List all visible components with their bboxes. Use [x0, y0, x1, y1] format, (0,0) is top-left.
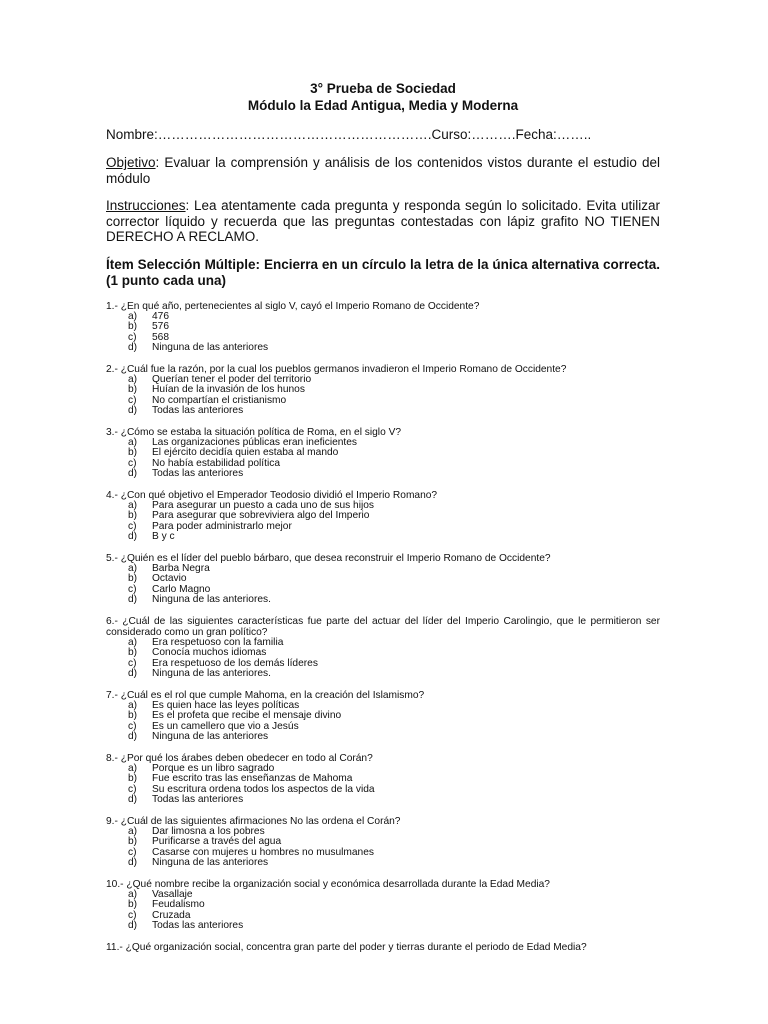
- option-text: 576: [152, 321, 169, 332]
- option-text: Dar limosna a los pobres: [152, 825, 265, 837]
- option-letter: b): [128, 447, 138, 458]
- instructions-paragraph: [106, 198, 660, 245]
- question-item: [106, 364, 660, 417]
- option-text: Es el profeta que recibe el mensaje divino: [152, 710, 342, 721]
- instructions-label: Instrucciones: [106, 198, 186, 213]
- option-letter: a): [128, 436, 138, 448]
- answer-option: [106, 711, 660, 722]
- question-text: 9.- ¿Cuál de las siguientes afirmaciones No las ordena el Corán?: [106, 815, 401, 827]
- exam-title-line-2: Módulo la Edad Antigua, Media y Moderna: [247, 98, 519, 113]
- option-text: No había estabilidad política: [152, 457, 280, 469]
- option-text: Feudalismo: [152, 899, 205, 910]
- option-letter: c): [128, 909, 137, 921]
- option-letter: c): [128, 331, 137, 343]
- question-text: 5.- ¿Quién es el líder del pueblo bárbaro, que desea reconstruir el Imperio Romano de Occidente?: [106, 552, 551, 564]
- exam-title-line-1: 3° Prueba de Sociedad: [310, 81, 456, 96]
- option-letter: c): [128, 846, 137, 858]
- option-text: Ninguna de las anteriores: [152, 731, 269, 742]
- option-letter: b): [128, 710, 138, 721]
- option-text: 568: [152, 331, 169, 343]
- option-text: El ejército decidía quien estaba al mando: [152, 447, 339, 458]
- option-letter: d): [128, 405, 138, 416]
- section-title: Ítem Selección Múltiple: Encierra en un círculo la letra de la única alternativa correcta. (1 punto cada una): [106, 256, 660, 288]
- option-text: Porque es un libro sagrado: [152, 762, 275, 774]
- option-letter: a): [128, 699, 138, 711]
- option-text: Todas las anteriores: [152, 468, 244, 479]
- answer-option: [106, 732, 660, 743]
- option-letter: d): [128, 342, 138, 353]
- option-text: Barba Negra: [152, 562, 210, 574]
- question-text: 4.- ¿Con qué objetivo el Emperador Teodosio dividió el Imperio Romano?: [106, 489, 438, 501]
- option-text: Para asegurar un puesto a cada uno de sus hijos: [152, 499, 375, 511]
- question-item: [106, 616, 660, 680]
- option-letter: b): [128, 573, 138, 584]
- answer-option: [106, 669, 660, 680]
- option-letter: b): [128, 510, 138, 521]
- option-letter: c): [128, 783, 137, 795]
- option-letter: a): [128, 499, 138, 511]
- answer-option: [106, 574, 660, 585]
- option-text: Ninguna de las anteriores: [152, 342, 269, 353]
- question-text: 3.- ¿Cómo se estaba la situación política de Roma, en el siglo V?: [106, 426, 402, 438]
- exam-page: [106, 80, 660, 963]
- option-letter: c): [128, 657, 137, 669]
- answer-option: [106, 564, 660, 575]
- question-text: 2.- ¿Cuál fue la razón, por la cual los pueblos germanos invadieron el Imperio Romano de Occidente?: [106, 363, 567, 375]
- answer-option: [106, 343, 660, 354]
- question-item: [106, 879, 660, 932]
- option-letter: d): [128, 857, 138, 868]
- student-info-line: Nombre:…………………………………………………….Curso:……….Fecha:……..: [106, 127, 592, 142]
- option-letter: d): [128, 668, 138, 679]
- question-item: [106, 942, 660, 953]
- option-letter: d): [128, 794, 138, 805]
- option-letter: a): [128, 310, 138, 322]
- option-text: Casarse con mujeres u hombres no musulmanes: [152, 846, 374, 858]
- option-text: Huían de la invasión de los hunos: [152, 384, 305, 395]
- option-text: Era respetuoso con la familia: [152, 636, 284, 648]
- option-text: Ninguna de las anteriores: [152, 857, 269, 868]
- option-text: Su escritura ordena todos los aspectos de la vida: [152, 783, 375, 795]
- option-text: Ninguna de las anteriores.: [152, 594, 271, 605]
- option-text: Todas las anteriores: [152, 794, 244, 805]
- option-letter: a): [128, 762, 138, 774]
- answer-option: [106, 511, 660, 522]
- question-item: [106, 690, 660, 743]
- option-letter: b): [128, 836, 138, 847]
- option-letter: b): [128, 647, 138, 658]
- option-letter: b): [128, 899, 138, 910]
- option-text: Es quien hace las leyes políticas: [152, 699, 300, 711]
- option-text: Purificarse a través del agua: [152, 836, 282, 847]
- answer-option: [106, 532, 660, 543]
- option-text: Conocía muchos idiomas: [152, 647, 267, 658]
- answer-option: [106, 921, 660, 932]
- option-text: Todas las anteriores: [152, 405, 244, 416]
- option-letter: a): [128, 373, 138, 385]
- question-text: 8.- ¿Por qué los árabes deben obedecer en todo al Corán?: [106, 752, 373, 764]
- question-list: [106, 301, 660, 953]
- answer-option: [106, 795, 660, 806]
- option-letter: d): [128, 594, 138, 605]
- question-text: 11.- ¿Qué organización social, concentra gran parte del poder y tierras durante el periodo de Edad Media?: [106, 941, 587, 953]
- option-text: B y c: [152, 531, 175, 542]
- answer-option: [106, 469, 660, 480]
- objective-text: : Evaluar la comprensión y análisis de los contenidos vistos durante el estudio del módulo: [106, 155, 660, 186]
- question-text: 6.- ¿Cuál de las siguientes características fue parte del actuar del líder del Imperio Carolingio, que le permitieron ser considerado como un gran político?: [106, 615, 660, 638]
- answer-option: [106, 837, 660, 848]
- option-letter: a): [128, 636, 138, 648]
- question-text: 7.- ¿Cuál es el rol que cumple Mahoma, en la creación del Islamismo?: [106, 689, 425, 701]
- option-letter: c): [128, 457, 137, 469]
- option-text: Las organizaciones públicas eran ineficientes: [152, 436, 358, 448]
- option-text: Para asegurar que sobreviviera algo del Imperio: [152, 510, 370, 521]
- question-item: [106, 301, 660, 354]
- option-text: Para poder administrarlo mejor: [152, 520, 292, 532]
- exam-title: [106, 80, 660, 114]
- option-text: Ninguna de las anteriores.: [152, 668, 271, 679]
- question-item: [106, 427, 660, 480]
- option-letter: d): [128, 920, 138, 931]
- option-letter: a): [128, 562, 138, 574]
- option-letter: a): [128, 825, 138, 837]
- question-item: [106, 490, 660, 543]
- option-text: Carlo Magno: [152, 583, 211, 595]
- option-letter: a): [128, 888, 138, 900]
- question-item: [106, 553, 660, 606]
- option-letter: b): [128, 384, 138, 395]
- option-text: Querían tener el poder del territorio: [152, 373, 312, 385]
- answer-option: [106, 595, 660, 606]
- option-text: Fue escrito tras las enseñanzas de Mahoma: [152, 773, 353, 784]
- option-letter: c): [128, 583, 137, 595]
- answer-option: [106, 858, 660, 869]
- answer-option: [106, 385, 660, 396]
- option-text: No compartían el cristianismo: [152, 394, 287, 406]
- option-letter: c): [128, 720, 137, 732]
- option-letter: b): [128, 321, 138, 332]
- answer-option: [106, 774, 660, 785]
- answer-option: [106, 406, 660, 417]
- answer-option: [106, 648, 660, 659]
- option-text: Octavio: [152, 573, 187, 584]
- answer-option: [106, 312, 660, 323]
- option-letter: c): [128, 520, 137, 532]
- option-letter: d): [128, 531, 138, 542]
- option-text: Cruzada: [152, 909, 191, 921]
- objective-paragraph: [106, 155, 660, 186]
- question-item: [106, 753, 660, 806]
- question-item: [106, 816, 660, 869]
- option-letter: b): [128, 773, 138, 784]
- answer-option: [106, 448, 660, 459]
- option-text: Todas las anteriores: [152, 920, 244, 931]
- answer-option: [106, 322, 660, 333]
- option-text: 476: [152, 310, 169, 322]
- option-text: Vasallaje: [152, 888, 193, 900]
- option-text: Es un camellero que vio a Jesús: [152, 720, 299, 732]
- answer-option: [106, 522, 660, 533]
- instructions-text: : Lea atentamente cada pregunta y responda según lo solicitado. Evita utilizar corrector líquido y recuerda que las preguntas contestadas con lápiz grafito NO TIENEN DERECHO A RECLAMO.: [106, 198, 660, 244]
- option-letter: d): [128, 468, 138, 479]
- question-text: 10.- ¿Qué nombre recibe la organización social y económica desarrollada durante la Edad Media?: [106, 878, 550, 890]
- option-letter: c): [128, 394, 137, 406]
- option-text: Era respetuoso de los demás líderes: [152, 657, 318, 669]
- answer-option: [106, 900, 660, 911]
- question-text: 1.- ¿En qué año, pertenecientes al siglo V, cayó el Imperio Romano de Occidente?: [106, 300, 480, 312]
- objective-label: Objetivo: [106, 155, 156, 170]
- option-letter: d): [128, 731, 138, 742]
